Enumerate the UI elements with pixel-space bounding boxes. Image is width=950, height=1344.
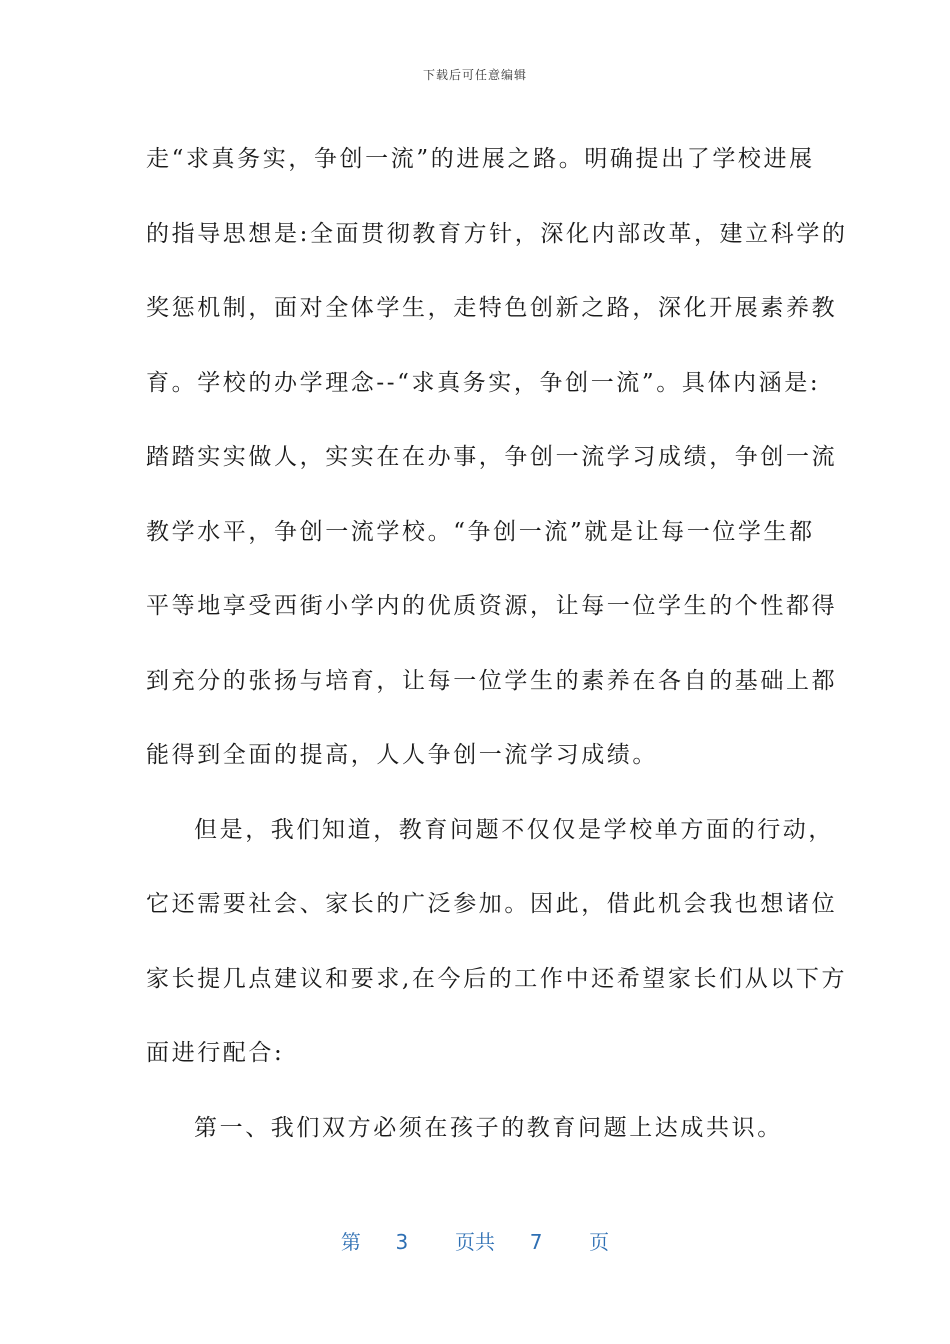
- text-line: 平等地享受西街小学内的优质资源，让每一位学生的个性都得: [146, 593, 838, 619]
- text-line: 育。学校的办学理念--“求真务实，争创一流”。具体内涵是:: [146, 369, 821, 396]
- text-line: 走“求真务实，争创一流”的进展之路。明确提出了学校进展: [146, 146, 815, 172]
- text-line: 面进行配合:: [146, 1040, 285, 1066]
- total-word: 页共: [455, 1230, 495, 1254]
- text-line: 第一、我们双方必须在孩子的教育问题上达成共识。: [194, 1114, 783, 1141]
- document-body: [146, 122, 848, 1165]
- text-line: 踏踏实实做人，实实在在办事，争创一流学习成绩，争创一流: [146, 444, 838, 470]
- text-line: 它还需要社会、家长的广泛参加。因此，借此机会我也想诸位: [146, 891, 838, 917]
- text-line: 奖惩机制，面对全体学生，走特色创新之路，深化开展素养教: [146, 295, 838, 321]
- paragraph: [146, 122, 848, 793]
- text-line: 教学水平，争创一流学校。“争创一流”就是让每一位学生都: [146, 518, 815, 545]
- text-line: 家长提几点建议和要求,在今后的工作中还希望家长们从以下方: [146, 965, 848, 992]
- text-line: 但是，我们知道，教育问题不仅仅是学校单方面的行动，: [194, 816, 834, 843]
- page-suffix: 页: [589, 1230, 610, 1254]
- page-footer: [0, 1226, 950, 1255]
- paragraph: [146, 1091, 811, 1166]
- text-line: 到充分的张扬与培育，让每一位学生的素养在各自的基础上都: [146, 667, 838, 694]
- total-pages: 7: [529, 1230, 543, 1254]
- page-header: 下载后可任意编辑: [422, 68, 527, 82]
- page-number: 3: [395, 1230, 409, 1254]
- paragraph: [146, 793, 848, 1091]
- page-word: 第: [340, 1230, 361, 1254]
- text-line: 能得到全面的提高，人人争创一流学习成绩。: [146, 742, 658, 768]
- text-line: 的指导思想是:全面贯彻教育方针，深化内部改革，建立科学的: [146, 220, 848, 247]
